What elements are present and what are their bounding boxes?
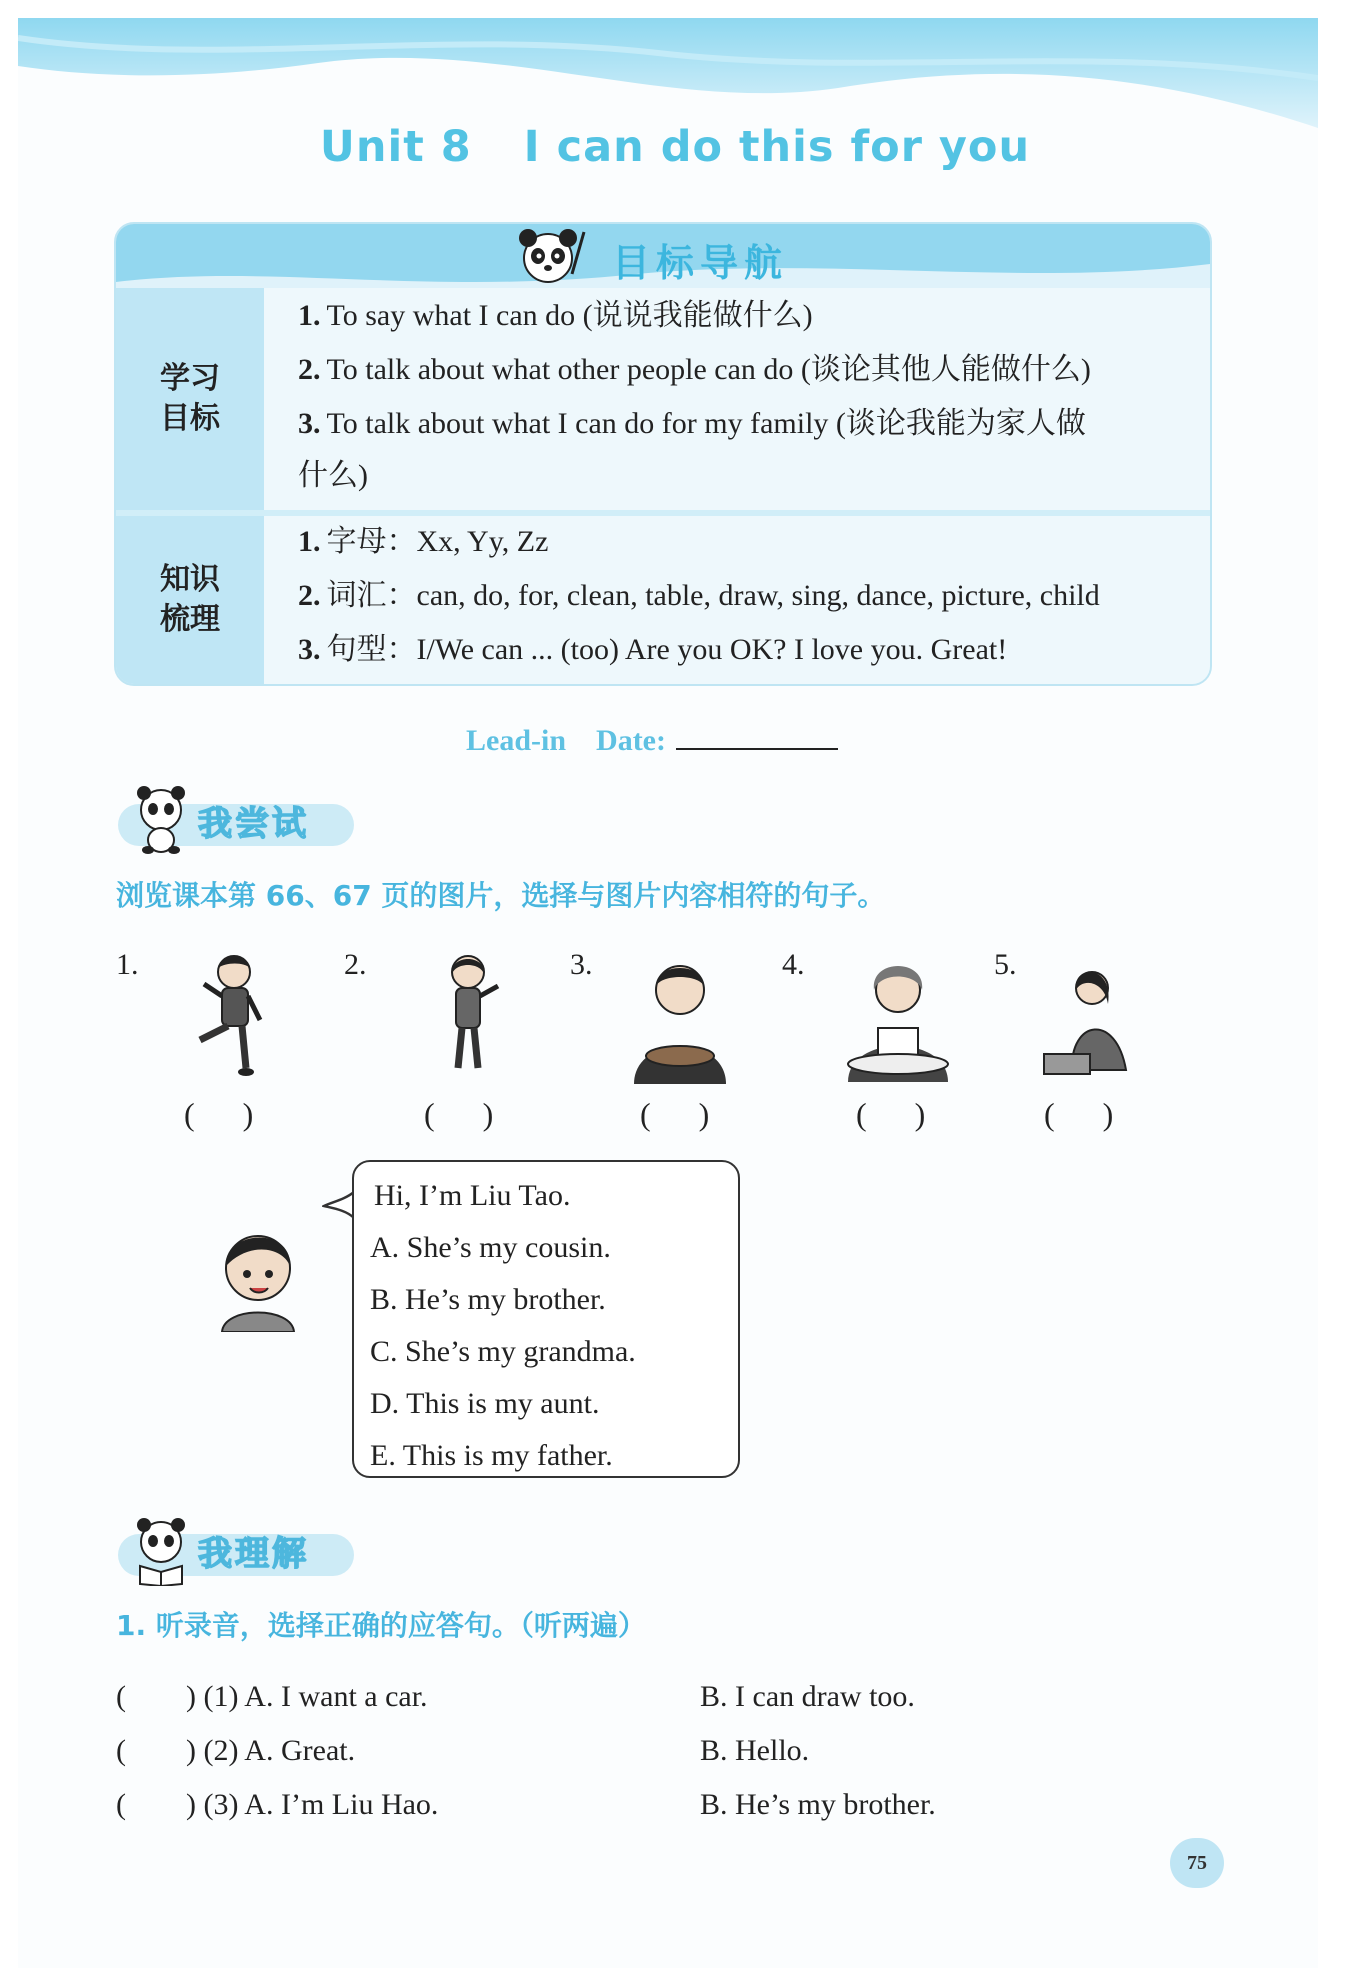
panda-icon [514, 226, 586, 286]
panda-reading-icon [126, 1516, 196, 1586]
item-number: 5. [994, 948, 1017, 981]
learning-goal-item: 3. To talk about what I can do for my family (谈论我能为家人做 [298, 407, 1086, 440]
page-number: 75 [1170, 1838, 1224, 1888]
question-left: ( ) (3) A. I’m Liu Hao. [116, 1788, 439, 1821]
item-number: 4. [782, 948, 805, 981]
label-line: 学习 [160, 361, 220, 396]
item-number: 3. [570, 948, 593, 981]
learning-goals-label [116, 288, 264, 510]
knowledge-label [116, 516, 264, 684]
goal-navigation-box [114, 222, 1212, 686]
knowledge-item: 3. 句型：I/We can ... (too) Are you OK? I love you. Great! [298, 633, 1008, 666]
goal-header-title: 目标导航 [612, 241, 789, 285]
question-left: ( ) (2) A. Great. [116, 1734, 356, 1767]
leadin-line [466, 720, 838, 758]
answer-blank[interactable]: ( ) [856, 1096, 926, 1132]
question-option-b: B. Hello. [700, 1734, 810, 1767]
answer-blank[interactable]: ( ) [184, 1096, 254, 1132]
woman-cleaning-table-icon [1042, 960, 1132, 1078]
panda-icon [126, 784, 196, 856]
bubble-option: B. He’s my brother. [370, 1283, 606, 1316]
bubble-option: E. This is my father. [370, 1439, 613, 1472]
bubble-line: Hi, I’m Liu Tao. [374, 1179, 571, 1212]
section-badge-try: 我尝试 [198, 804, 309, 844]
answer-blank[interactable]: ( ) [1044, 1096, 1114, 1132]
section2-instruction: 1. 听录音，选择正确的应答句。（听两遍） [116, 1609, 646, 1642]
singing-girl-icon [432, 950, 506, 1080]
item-number: 2. [344, 948, 367, 981]
date-label: Date: [596, 724, 666, 757]
question-option-b: B. He’s my brother. [700, 1788, 936, 1821]
leadin-label: Lead-in [466, 724, 567, 757]
answer-blank[interactable]: ( ) [424, 1096, 494, 1132]
unit-name: I can do this for you [523, 122, 1031, 172]
knowledge-item: 1. 字母：Xx, Yy, Zz [298, 525, 549, 558]
bubble-option: A. She’s my cousin. [370, 1231, 611, 1264]
label-line: 目标 [160, 401, 220, 436]
learning-goal-item: 2. To talk about what other people can do (谈论其他人能做什么) [298, 353, 1091, 386]
section-badge-understand: 我理解 [198, 1534, 309, 1574]
speech-bubble [352, 1160, 740, 1478]
unit-title [0, 122, 1350, 172]
unit-number: Unit 8 [319, 122, 472, 172]
section1-instruction: 浏览课本第 66、67 页的图片，选择与图片内容相符的句子。 [116, 879, 886, 912]
grandma-with-plate-icon [836, 956, 960, 1082]
bubble-option: C. She’s my grandma. [370, 1335, 636, 1368]
date-blank[interactable] [676, 720, 838, 750]
father-with-dish-icon [624, 956, 736, 1086]
question-option-b: B. I can draw too. [700, 1680, 915, 1713]
label-line: 知识 [160, 562, 220, 597]
liu-tao-boy-icon [218, 1226, 296, 1332]
learning-goal-item: 1. To say what I can do (说说我能做什么) [298, 299, 813, 332]
answer-blank[interactable]: ( ) [640, 1096, 710, 1132]
question-left: ( ) (1) A. I want a car. [116, 1680, 428, 1713]
learning-goal-item-continued: 什么) [298, 459, 368, 492]
knowledge-item: 2. 词汇：can, do, for, clean, table, draw, sing, dance, picture, child [298, 579, 1100, 612]
label-line: 梳理 [160, 602, 220, 637]
item-number: 1. [116, 948, 139, 981]
bubble-option: D. This is my aunt. [370, 1387, 600, 1420]
dancing-boy-icon [186, 950, 280, 1080]
header-wave-decoration [18, 18, 1318, 138]
